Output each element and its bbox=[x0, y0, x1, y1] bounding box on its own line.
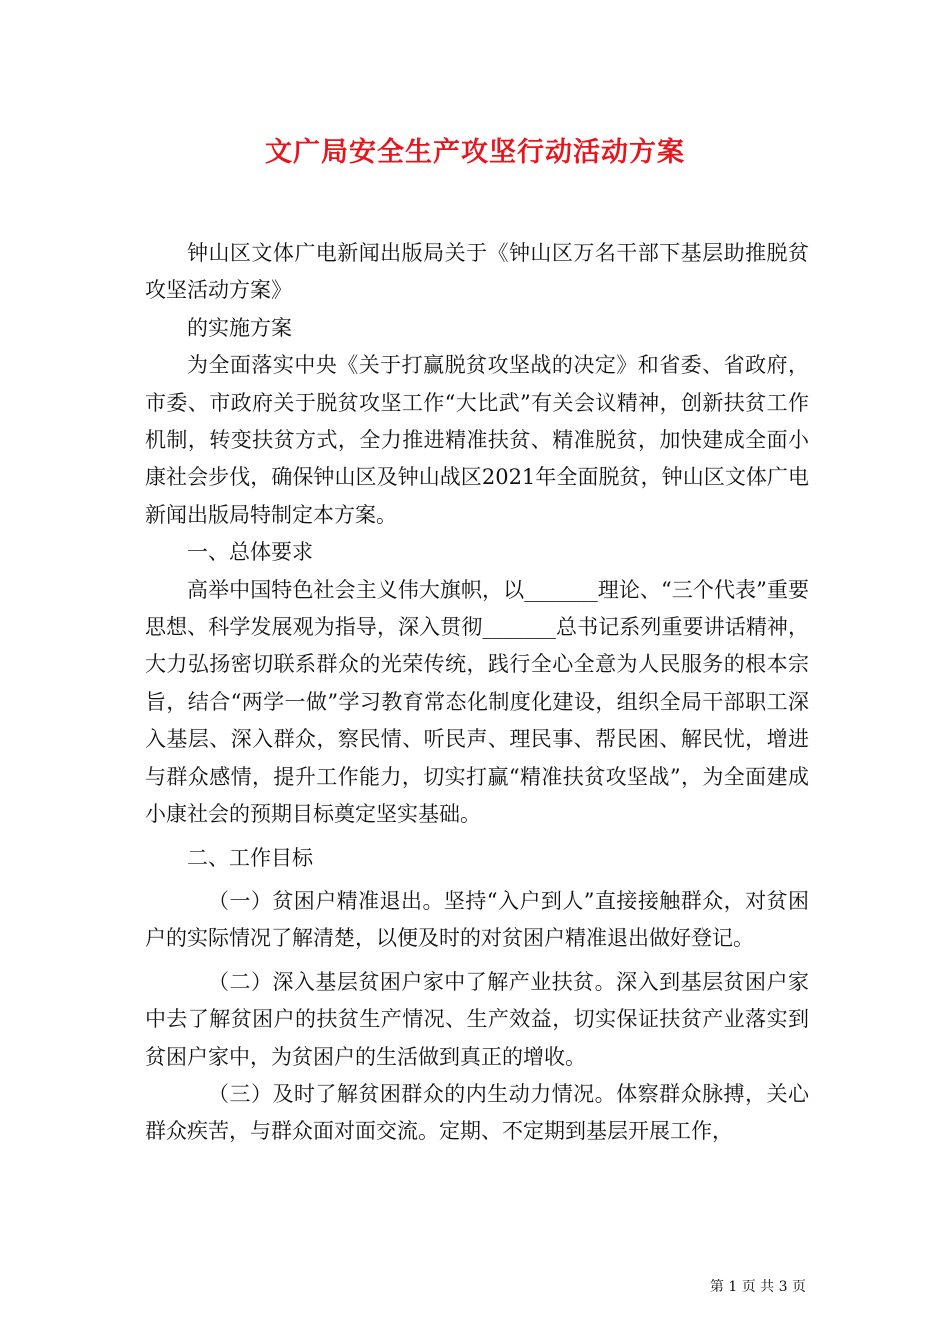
document-body bbox=[145, 235, 809, 1151]
paragraph-heading-continuation: 的实施方案 bbox=[187, 315, 292, 340]
section-heading-work-goals: 二、工作目标 bbox=[187, 845, 313, 870]
paragraph-heading-line: 钟山区文体广电新闻出版局关于《钟山区万名干部下基层助推脱贫攻坚活动方案》 bbox=[145, 241, 809, 303]
paragraph-goal-1: （一）贫困户精准退出。坚持“入户到人”直接接触群众，对贫困户的实际情况了解清楚，以便及时的对贫困户精准退出做好登记。 bbox=[145, 888, 809, 951]
document-title: 文广局安全生产攻坚行动活动方案 bbox=[265, 137, 685, 168]
section-heading-general-requirements: 一、总体要求 bbox=[187, 540, 313, 565]
paragraph-general-requirements: 高举中国特色社会主义伟大旗帜，以_______理论、“三个代表”重要思想、科学发展观为指导，深入贯彻_______总书记系列重要讲话精神，大力弘扬密切联系群众的光荣传统，践行全心全意为人民服务的根本宗旨，结合“两学一做”学习教育常态化制度化建设，组织全局干部职工深入基层、深入群众，察民情、听民声、理民事、帮民困、解民忧，增进与群众感情，提升工作能力，切实打赢“精准扶贫攻坚战”，为全面建成小康社会的预期目标奠定坚实基础。 bbox=[145, 577, 809, 827]
paragraph-goal-3: （三）及时了解贫困群众的内生动力情况。体察群众脉搏，关心群众疾苦，与群众面对面交流。定期、不定期到基层开展工作， bbox=[145, 1081, 809, 1144]
paragraph-goal-2: （二）深入基层贫困户家中了解产业扶贫。深入到基层贫困户家中去了解贫困户的扶贫生产情况、生产效益，切实保证扶贫产业落实到贫困户家中，为贫困户的生活做到真正的增收。 bbox=[145, 969, 809, 1069]
page-indicator: 第 1 页 共 3 页 bbox=[709, 1279, 806, 1295]
paragraph-intro: 为全面落实中央《关于打赢脱贫攻坚战的决定》和省委、省政府，市委、市政府关于脱贫攻坚工作“大比武”有关会议精神，创新扶贫工作机制，转变扶贫方式，全力推进精准扶贫、精准脱贫，加快建成全面小康社会步伐，确保钟山区及钟山战区2021年全面脱贫，钟山区文体广电新闻出版局特制定本方案。 bbox=[145, 353, 809, 527]
